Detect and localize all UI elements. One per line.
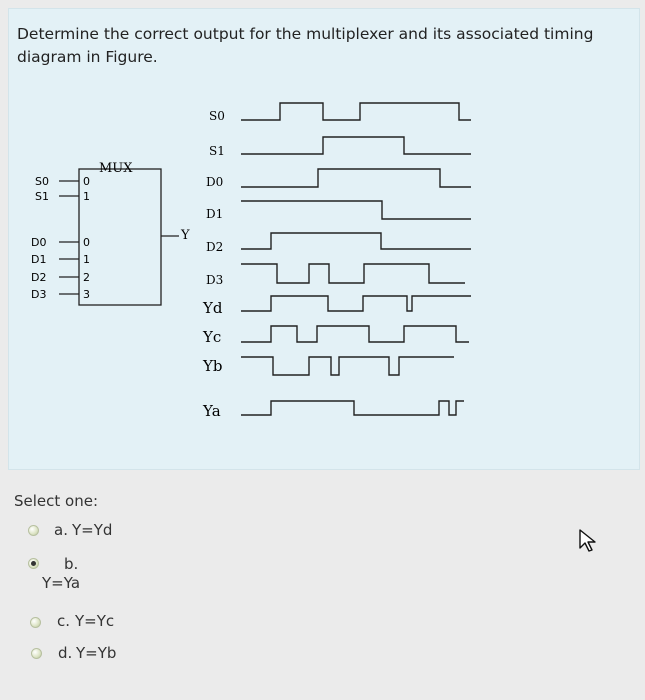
select-pin-0: 0 [83,175,90,188]
timing-label-d1: D1 [206,207,224,221]
select-label-s1: S1 [35,190,49,203]
select-pin-1: 1 [83,190,90,203]
select-label-s0: S0 [35,175,49,188]
timing-label-s1: S1 [209,144,225,158]
waveform-d2 [241,233,471,249]
data-label-d2: D2 [31,271,47,284]
waveform-d1 [241,201,471,219]
option-b-letter: b. [64,555,79,573]
data-pin-2: 2 [83,271,90,284]
data-pin-0: 0 [83,236,90,249]
timing-label-d2: D2 [206,240,224,254]
mouse-pointer-icon [578,528,600,554]
waveform-ya [241,401,464,415]
waveform-yd [241,296,471,311]
radio-option-b[interactable] [28,558,39,569]
timing-label-yc: Yc [203,328,222,346]
timing-label-d3: D3 [206,273,224,287]
waveform-d3 [241,264,465,283]
option-c-text[interactable]: Y=Yc [75,612,115,630]
data-pin-1: 1 [83,253,90,266]
question-box [8,8,640,470]
mux-figure [9,9,639,469]
radio-option-c[interactable] [30,617,41,628]
question-text: Determine the correct output for the multiplexer and its associated timing diagram in Figure. [17,25,594,66]
timing-label-ya: Ya [203,402,221,420]
answer-area [0,470,645,700]
mux-title: MUX [99,161,133,176]
radio-option-d[interactable] [31,648,42,659]
timing-label-d0: D0 [206,175,224,189]
option-b-text[interactable]: Y=Ya [42,574,81,592]
mux-box [79,169,161,305]
option-c-letter: c. [57,612,71,630]
data-label-d1: D1 [31,253,47,266]
option-a-text[interactable]: Y=Yd [72,521,113,539]
waveform-s0 [241,103,471,120]
radio-option-a[interactable] [28,525,39,536]
waveform-d0 [241,169,471,187]
data-pin-3: 3 [83,288,90,301]
waveform-yc [241,326,469,342]
timing-label-yd: Yd [203,299,223,317]
data-label-d3: D3 [31,288,47,301]
data-label-d0: D0 [31,236,47,249]
timing-label-s0: S0 [209,109,225,123]
option-d-letter: d. [58,644,73,662]
timing-label-yb: Yb [203,357,223,375]
output-label-y: Y [181,228,190,243]
option-a-letter: a. [54,521,68,539]
option-d-text[interactable]: Y=Yb [76,644,117,662]
select-one-label: Select one: [14,492,99,510]
waveform-yb [241,357,454,375]
waveform-s1 [241,137,471,154]
